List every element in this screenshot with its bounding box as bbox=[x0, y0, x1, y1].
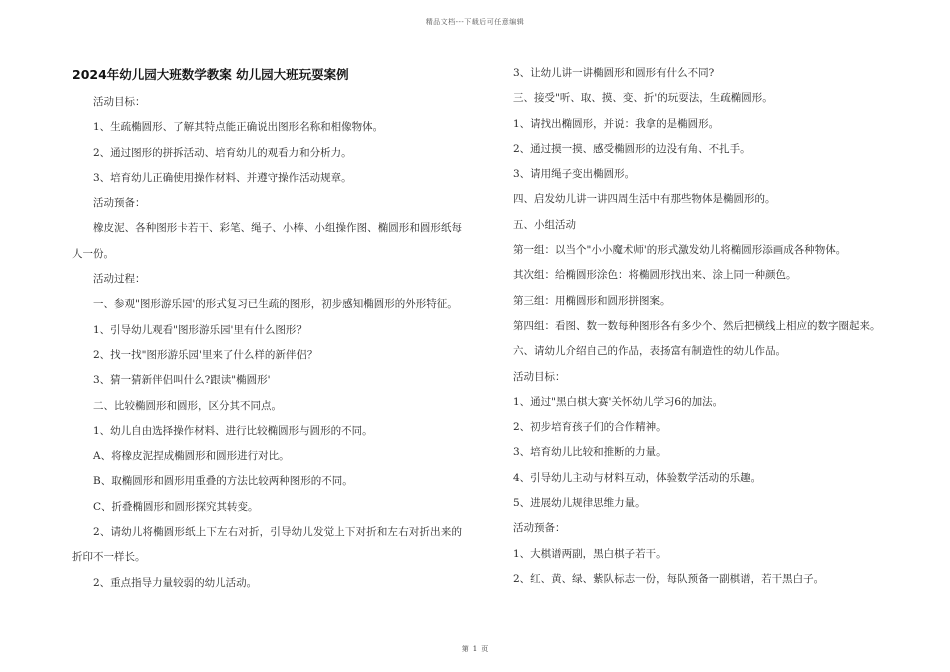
paragraph: 橡皮泥、各种图形卡若干、彩笔、绳子、小棒、小组操作图、椭圆形和圆形纸每人一份。 bbox=[72, 222, 462, 260]
paragraph: 1、通过"黑白棋大赛'关怀幼儿学习6的加法。 bbox=[513, 395, 724, 408]
document-title: 2024年幼儿园大班数学教案 幼儿园大班玩耍案例 bbox=[72, 67, 349, 82]
left-body bbox=[72, 90, 462, 596]
paragraph: A、将橡皮泥捏成椭圆形和圆形进行对比。 bbox=[93, 450, 290, 463]
paragraph: 第四组：看图、数一数每种图形各有多少个、然后把横线上相应的数字圈起来。 bbox=[513, 319, 881, 332]
paragraph: B、取椭圆形和圆形用重叠的方法比较两种图形的不同。 bbox=[93, 475, 353, 488]
paragraph: 1、幼儿自由选择操作材料、进行比较椭圆形与圆形的不同。 bbox=[93, 424, 373, 437]
paragraph: 2、初步培育孩子们的合作精神。 bbox=[513, 421, 667, 434]
paragraph: 活动目标： bbox=[513, 370, 566, 383]
footer-suffix: 页 bbox=[481, 645, 489, 653]
paragraph: 其次组：给椭圆形涂色：将椭圆形找出来、涂上同一种颜色。 bbox=[513, 269, 797, 282]
paragraph: 1、生疏椭圆形、了解其特点能正确说出图形名称和相像物体。 bbox=[93, 121, 384, 134]
paragraph: 活动预备： bbox=[513, 522, 566, 535]
footer-page-number: 1 bbox=[472, 645, 478, 653]
paragraph: 2、请幼儿将椭圆形纸上下左右对折，引导幼儿发觉上下对折和左右对折出来的折印不一样长。 bbox=[72, 526, 462, 564]
footer-prefix: 第 bbox=[461, 645, 469, 653]
paragraph: 2、找一找"图形游乐园'里来了什么样的新伴侣？ bbox=[93, 348, 318, 361]
paragraph: 三、接受"听、取、摸、变、折'的玩耍法，生疏椭圆形。 bbox=[513, 92, 773, 105]
paragraph: 3、让幼儿讲一讲椭圆形和圆形有什么不同? bbox=[513, 67, 715, 79]
paragraph: 第一组：以当个"小小魔术师'的形式激发幼儿将椭圆形添画成各种物体。 bbox=[513, 244, 847, 257]
right-body bbox=[492, 61, 884, 592]
paragraph: 二、比较椭圆形和圆形，区分其不同点。 bbox=[93, 399, 282, 412]
right-column bbox=[492, 66, 884, 592]
paragraph: 活动目标： bbox=[93, 96, 146, 108]
paragraph: 3、请用绳子变出椭圆形。 bbox=[513, 168, 636, 181]
paragraph: 六、请幼儿介绍自己的作品，表扬富有制造性的幼儿作品。 bbox=[513, 345, 786, 358]
paragraph: C、折叠椭圆形和圆形探究其转变。 bbox=[93, 500, 259, 513]
paragraph: 4、引导幼儿主动与材料互动，体验数学活动的乐趣。 bbox=[513, 471, 762, 484]
paragraph: 3、猜一猜新伴侣叫什么?跟读"椭圆形' bbox=[93, 374, 271, 387]
paragraph: 1、请找出椭圆形，并说：我拿的是椭圆形。 bbox=[513, 117, 720, 130]
paragraph: 2、通过摸一摸、感受椭圆形的边没有角、不扎手。 bbox=[513, 142, 751, 155]
left-column bbox=[72, 66, 462, 596]
paragraph: 四、启发幼儿讲一讲四周生活中有那些物体是椭圆形的。 bbox=[513, 193, 776, 206]
paragraph: 五、小组活动 bbox=[513, 218, 576, 231]
paragraph: 活动过程： bbox=[93, 273, 146, 286]
paragraph: 一、参观"图形游乐园'的形式复习已生疏的图形，初步感知椭圆形的外形特征。 bbox=[93, 298, 458, 311]
paragraph: 5、进展幼儿规律思维力量。 bbox=[513, 497, 646, 510]
paragraph: 1、引导幼儿观看"图形游乐园'里有什么图形？ bbox=[93, 323, 307, 336]
paragraph: 第三组：用椭圆形和圆形拼图案。 bbox=[513, 294, 671, 307]
page-footer bbox=[0, 644, 950, 654]
paragraph: 3、培育幼儿比较和推断的力量。 bbox=[513, 446, 667, 459]
paragraph: 2、通过图形的拼拆活动、培育幼儿的观看力和分析力。 bbox=[93, 146, 352, 159]
paragraph: 2、红、黄、绿、紫队标志一份，每队预备一副棋谱，若干黑白子。 bbox=[513, 572, 825, 585]
paragraph: 活动预备： bbox=[93, 197, 146, 210]
paragraph: 2、重点指导力量较弱的幼儿活动。 bbox=[93, 576, 258, 589]
header-note: 精品文档---下载后可任意编辑 bbox=[425, 18, 525, 26]
paragraph: 3、培育幼儿正确使用操作材料、并遵守操作活动规章。 bbox=[93, 171, 352, 184]
paragraph: 1、大棋谱两副，黑白棋子若干。 bbox=[513, 547, 667, 560]
